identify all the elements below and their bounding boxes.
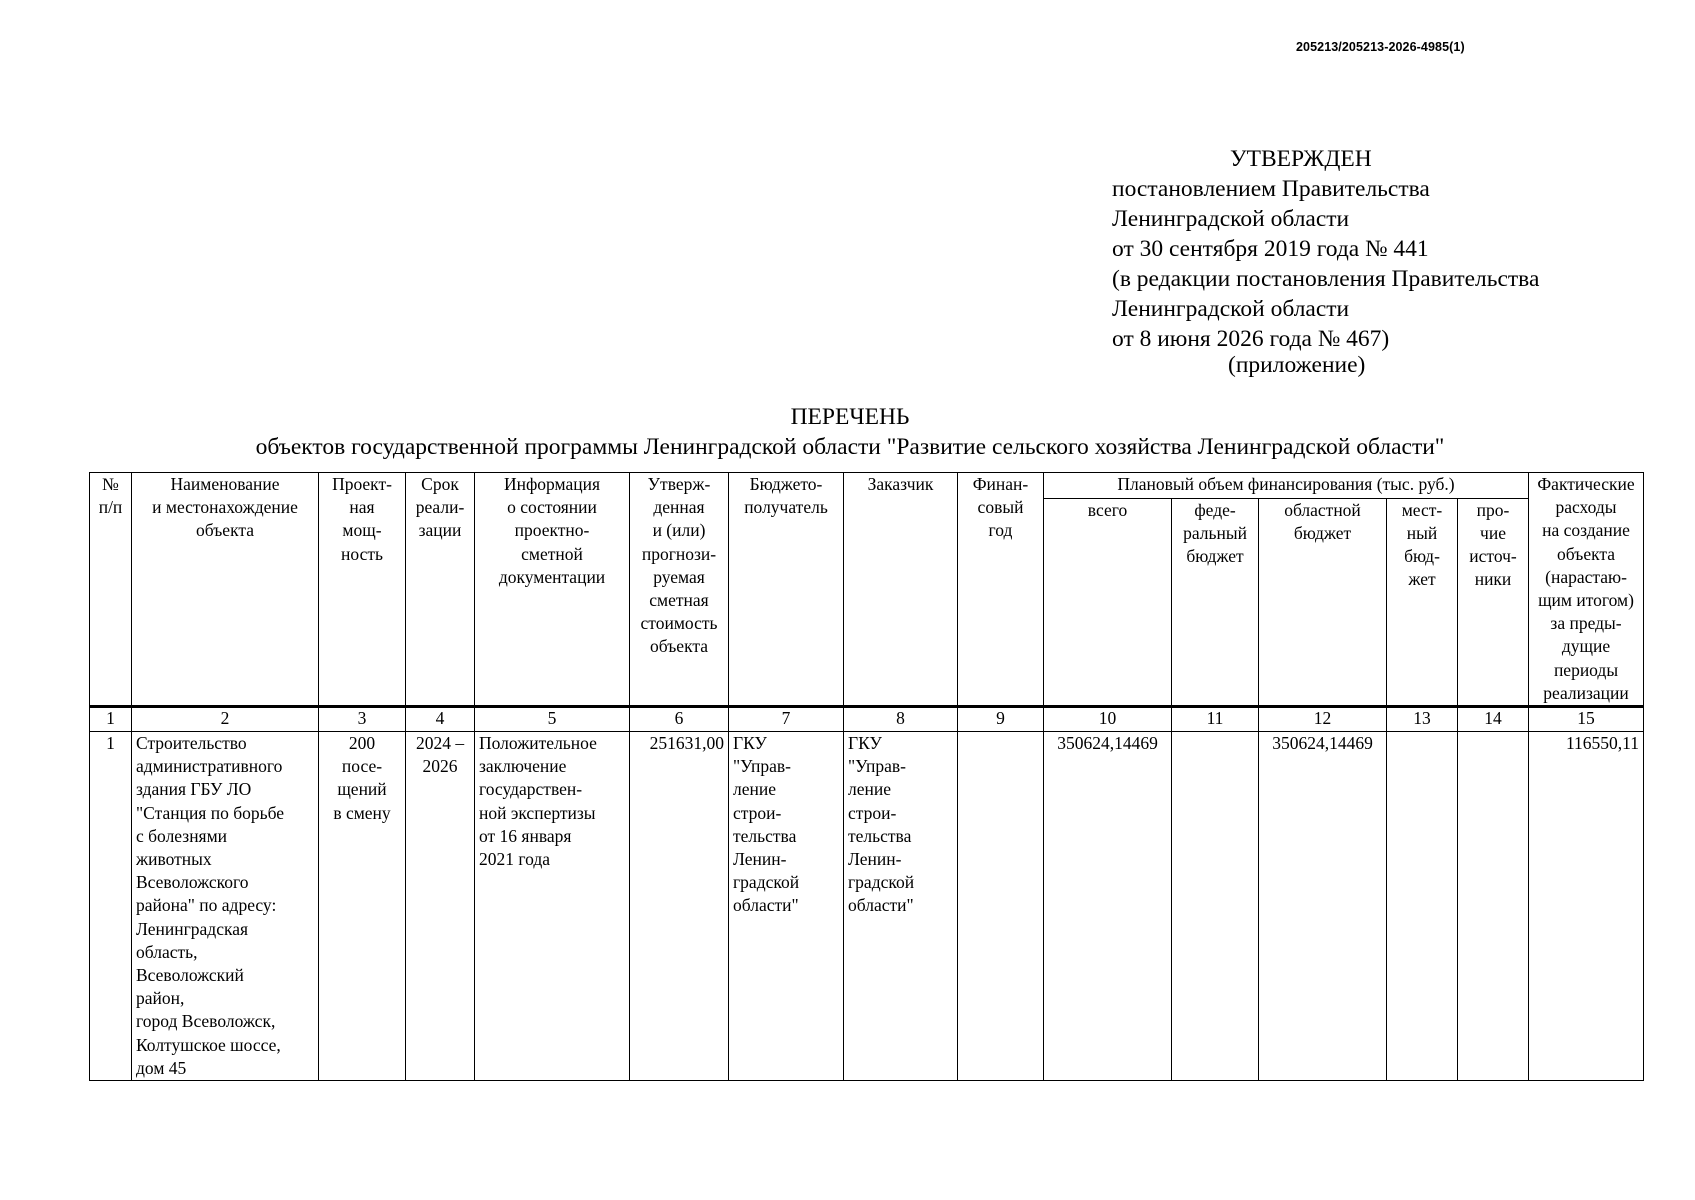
text-line: Ленин- — [848, 849, 902, 870]
text-line: 200 — [348, 733, 376, 754]
text-line: жет — [1408, 569, 1436, 590]
cell-local — [1387, 732, 1458, 1081]
text-line: (нарастаю- — [1545, 566, 1627, 587]
cell-term-lines — [410, 732, 470, 778]
text-line: ная — [349, 497, 375, 518]
header-other-lines — [1462, 499, 1524, 592]
cell-name-lines — [136, 732, 314, 1080]
text-line: дущие — [1561, 636, 1611, 657]
text-line: тельства — [848, 825, 912, 846]
column-number: 5 — [475, 707, 630, 732]
text-line: совый — [977, 497, 1024, 518]
cell-num: 1 — [90, 732, 132, 1081]
text-line: с болезнями — [136, 825, 228, 846]
header-term-lines — [410, 473, 470, 543]
text-line: области" — [733, 895, 799, 916]
text-line: от 16 января — [479, 825, 572, 846]
header-federal-lines — [1176, 499, 1254, 569]
header-capacity-lines — [323, 473, 401, 566]
cell-customer — [844, 732, 958, 1081]
text-line: щим итогом) — [1538, 590, 1634, 611]
header-planned-group: Плановый объем финансирования (тыс. руб.) — [1044, 473, 1529, 499]
text-line: проектно- — [514, 520, 590, 541]
cell-regional: 350624,14469 — [1259, 732, 1387, 1081]
document-registration-number: 205213/205213-2026-4985(1) — [1296, 40, 1465, 54]
text-line: и (или) — [652, 520, 706, 541]
header-total-lines — [1048, 499, 1167, 522]
text-line: государствен- — [479, 779, 583, 800]
text-line: документации — [498, 566, 606, 587]
text-line: руемая — [653, 566, 705, 587]
header-total — [1044, 498, 1172, 706]
text-line: Положительное — [479, 733, 597, 754]
appendix-label: (приложение) — [1228, 352, 1366, 378]
text-line: Всеволожский — [136, 965, 244, 986]
cell-customer-lines — [848, 732, 953, 918]
header-term — [406, 473, 475, 707]
text-line: 2021 года — [479, 849, 551, 870]
table-row — [90, 732, 1644, 1081]
text-line: "Управ- — [733, 756, 791, 777]
header-recipient — [729, 473, 844, 707]
objects-table — [89, 472, 1644, 1081]
column-number: 4 — [406, 707, 475, 732]
cell-term — [406, 732, 475, 1081]
text-line: и местонахождение — [152, 497, 298, 518]
header-docs — [475, 473, 630, 707]
cell-capacity — [319, 732, 406, 1081]
text-line: реали- — [415, 497, 465, 518]
cell-fin-year — [958, 732, 1044, 1081]
text-line: в смену — [333, 802, 391, 823]
header-docs-lines — [479, 473, 625, 589]
text-line: ГКУ — [733, 733, 767, 754]
header-regional-lines — [1263, 499, 1382, 545]
text-line: здания ГБУ ЛО — [136, 779, 252, 800]
column-number: 11 — [1172, 707, 1259, 732]
text-line: сметной — [521, 543, 583, 564]
text-line: чие — [1480, 522, 1506, 543]
text-line: градской — [733, 872, 800, 893]
header-capacity — [319, 473, 406, 707]
text-line: сметная — [649, 590, 709, 611]
header-actual-lines — [1533, 473, 1639, 705]
text-line: ральный — [1183, 522, 1247, 543]
column-number: 7 — [729, 707, 844, 732]
column-number: 10 — [1044, 707, 1172, 732]
text-line: области" — [848, 895, 914, 916]
text-line: бюд- — [1404, 546, 1440, 566]
header-name — [132, 473, 319, 707]
table-header-row — [90, 473, 1644, 499]
column-numbers-row — [90, 707, 1644, 732]
header-federal — [1172, 498, 1259, 706]
text-line: прогнози- — [641, 543, 717, 564]
text-line: мест- — [1401, 499, 1443, 520]
text-line: мощ- — [342, 520, 382, 541]
cell-total: 350624,14469 — [1044, 732, 1172, 1081]
title-subtitle: объектов государственной программы Ленинградской области "Развитие сельского хозяйства Ленинградской области" — [255, 434, 1445, 460]
header-local — [1387, 498, 1458, 706]
text-line: 2024 – — [415, 733, 465, 754]
header-num — [90, 473, 132, 707]
text-line: объекта — [650, 636, 708, 657]
title-main: ПЕРЕЧЕНЬ — [790, 404, 910, 430]
text-line: Колтушское шоссе, — [136, 1034, 281, 1055]
text-line: зации — [418, 520, 462, 541]
header-other — [1458, 498, 1529, 706]
header-actual — [1529, 473, 1644, 707]
text-line: дом 45 — [136, 1057, 187, 1078]
text-line: животных — [136, 849, 212, 870]
text-line: расходы — [1555, 497, 1617, 518]
cell-federal — [1172, 732, 1259, 1081]
text-line: "Управ- — [848, 756, 906, 777]
column-number: 8 — [844, 707, 958, 732]
text-line: Финан- — [972, 474, 1029, 494]
text-line: источ- — [1469, 546, 1517, 566]
cell-docs — [475, 732, 630, 1081]
header-cost-lines — [634, 473, 724, 659]
text-line: Всеволожского — [136, 872, 249, 893]
column-number: 1 — [90, 707, 132, 732]
header-fin-year-lines — [962, 473, 1039, 543]
text-line: строи- — [733, 802, 782, 823]
text-line: область, — [136, 941, 198, 962]
text-line: Строительство — [136, 733, 247, 754]
approval-line: (в редакции постановления Правительства — [1112, 266, 1540, 292]
text-line: район, — [136, 988, 185, 1009]
text-line: за преды- — [1550, 613, 1622, 634]
text-line: Наименование — [170, 474, 280, 494]
text-line: про- — [1476, 499, 1510, 520]
text-line: Проект- — [332, 474, 392, 494]
approval-line: от 8 июня 2026 года № 467) — [1112, 326, 1390, 352]
text-line: ники — [1474, 569, 1512, 590]
header-customer-lines — [848, 473, 953, 496]
text-line: объекта — [1557, 543, 1615, 564]
column-number: 15 — [1529, 707, 1644, 732]
header-cost — [630, 473, 729, 707]
text-line: строи- — [848, 802, 897, 823]
column-number: 13 — [1387, 707, 1458, 732]
cell-cost: 251631,00 — [630, 732, 729, 1081]
text-line: п/п — [98, 497, 123, 518]
cell-capacity-lines — [323, 732, 401, 825]
text-line: денная — [653, 497, 705, 518]
cell-recipient-lines — [733, 732, 839, 918]
text-line: бюджет — [1293, 522, 1352, 543]
header-local-lines — [1391, 499, 1453, 592]
text-line: реализации — [1543, 682, 1629, 703]
text-line: заключение — [479, 756, 567, 777]
text-line: № — [102, 474, 119, 494]
text-line: о состоянии — [507, 497, 597, 518]
text-line: феде- — [1194, 499, 1236, 520]
text-line: Бюджето- — [749, 474, 823, 494]
text-line: Утверж- — [647, 474, 711, 494]
text-line: Ленинградская — [136, 918, 249, 939]
header-fin-year — [958, 473, 1044, 707]
text-line: посе- — [341, 756, 383, 777]
header-customer — [844, 473, 958, 707]
approval-line: Ленинградской области — [1112, 296, 1350, 322]
document-title — [60, 402, 1640, 462]
text-line: на создание — [1542, 520, 1630, 541]
text-line: 2026 — [422, 756, 458, 777]
cell-docs-lines — [479, 732, 625, 871]
text-line: Фактические — [1537, 474, 1635, 494]
header-regional — [1259, 498, 1387, 706]
text-line: "Станция по борьбе — [136, 802, 285, 823]
text-line: всего — [1087, 499, 1128, 520]
cell-actual: 116550,11 — [1529, 732, 1644, 1081]
text-line: стоимость — [640, 613, 718, 634]
text-line: периоды — [1553, 659, 1619, 680]
text-line: района" по адресу: — [136, 895, 277, 916]
text-line: ление — [733, 779, 776, 800]
text-line: тельства — [733, 825, 797, 846]
header-recipient-lines — [733, 473, 839, 519]
approval-line: от 30 сентября 2019 года № 441 — [1112, 236, 1429, 262]
cell-other — [1458, 732, 1529, 1081]
text-line: административного — [136, 756, 283, 777]
column-number: 12 — [1259, 707, 1387, 732]
column-number: 3 — [319, 707, 406, 732]
text-line: ность — [341, 543, 383, 564]
text-line: бюджет — [1186, 546, 1244, 566]
text-line: Заказчик — [867, 474, 934, 494]
text-line: ной экспертизы — [479, 802, 596, 823]
column-number: 14 — [1458, 707, 1529, 732]
text-line: Срок — [421, 474, 459, 494]
text-line: ный — [1406, 522, 1438, 543]
text-line: год — [988, 520, 1013, 541]
column-number: 6 — [630, 707, 729, 732]
text-line: областной — [1284, 499, 1361, 520]
header-name-lines — [136, 473, 314, 543]
approval-stamp — [1112, 144, 1672, 380]
text-line: градской — [848, 872, 915, 893]
text-line: ГКУ — [848, 733, 882, 754]
header-num-lines — [94, 473, 127, 519]
text-line: ление — [848, 779, 891, 800]
approval-heading: УТВЕРЖДЕН — [1230, 146, 1372, 172]
column-number: 9 — [958, 707, 1044, 732]
cell-recipient — [729, 732, 844, 1081]
text-line: Ленин- — [733, 849, 787, 870]
approval-line: постановлением Правительства — [1112, 176, 1430, 202]
approval-line: Ленинградской области — [1112, 206, 1350, 232]
column-number: 2 — [132, 707, 319, 732]
text-line: объекта — [196, 520, 254, 541]
text-line: Информация — [503, 474, 601, 494]
text-line: щений — [337, 779, 387, 800]
cell-name — [132, 732, 319, 1081]
text-line: город Всеволожск, — [136, 1011, 276, 1032]
text-line: получатель — [744, 497, 828, 518]
